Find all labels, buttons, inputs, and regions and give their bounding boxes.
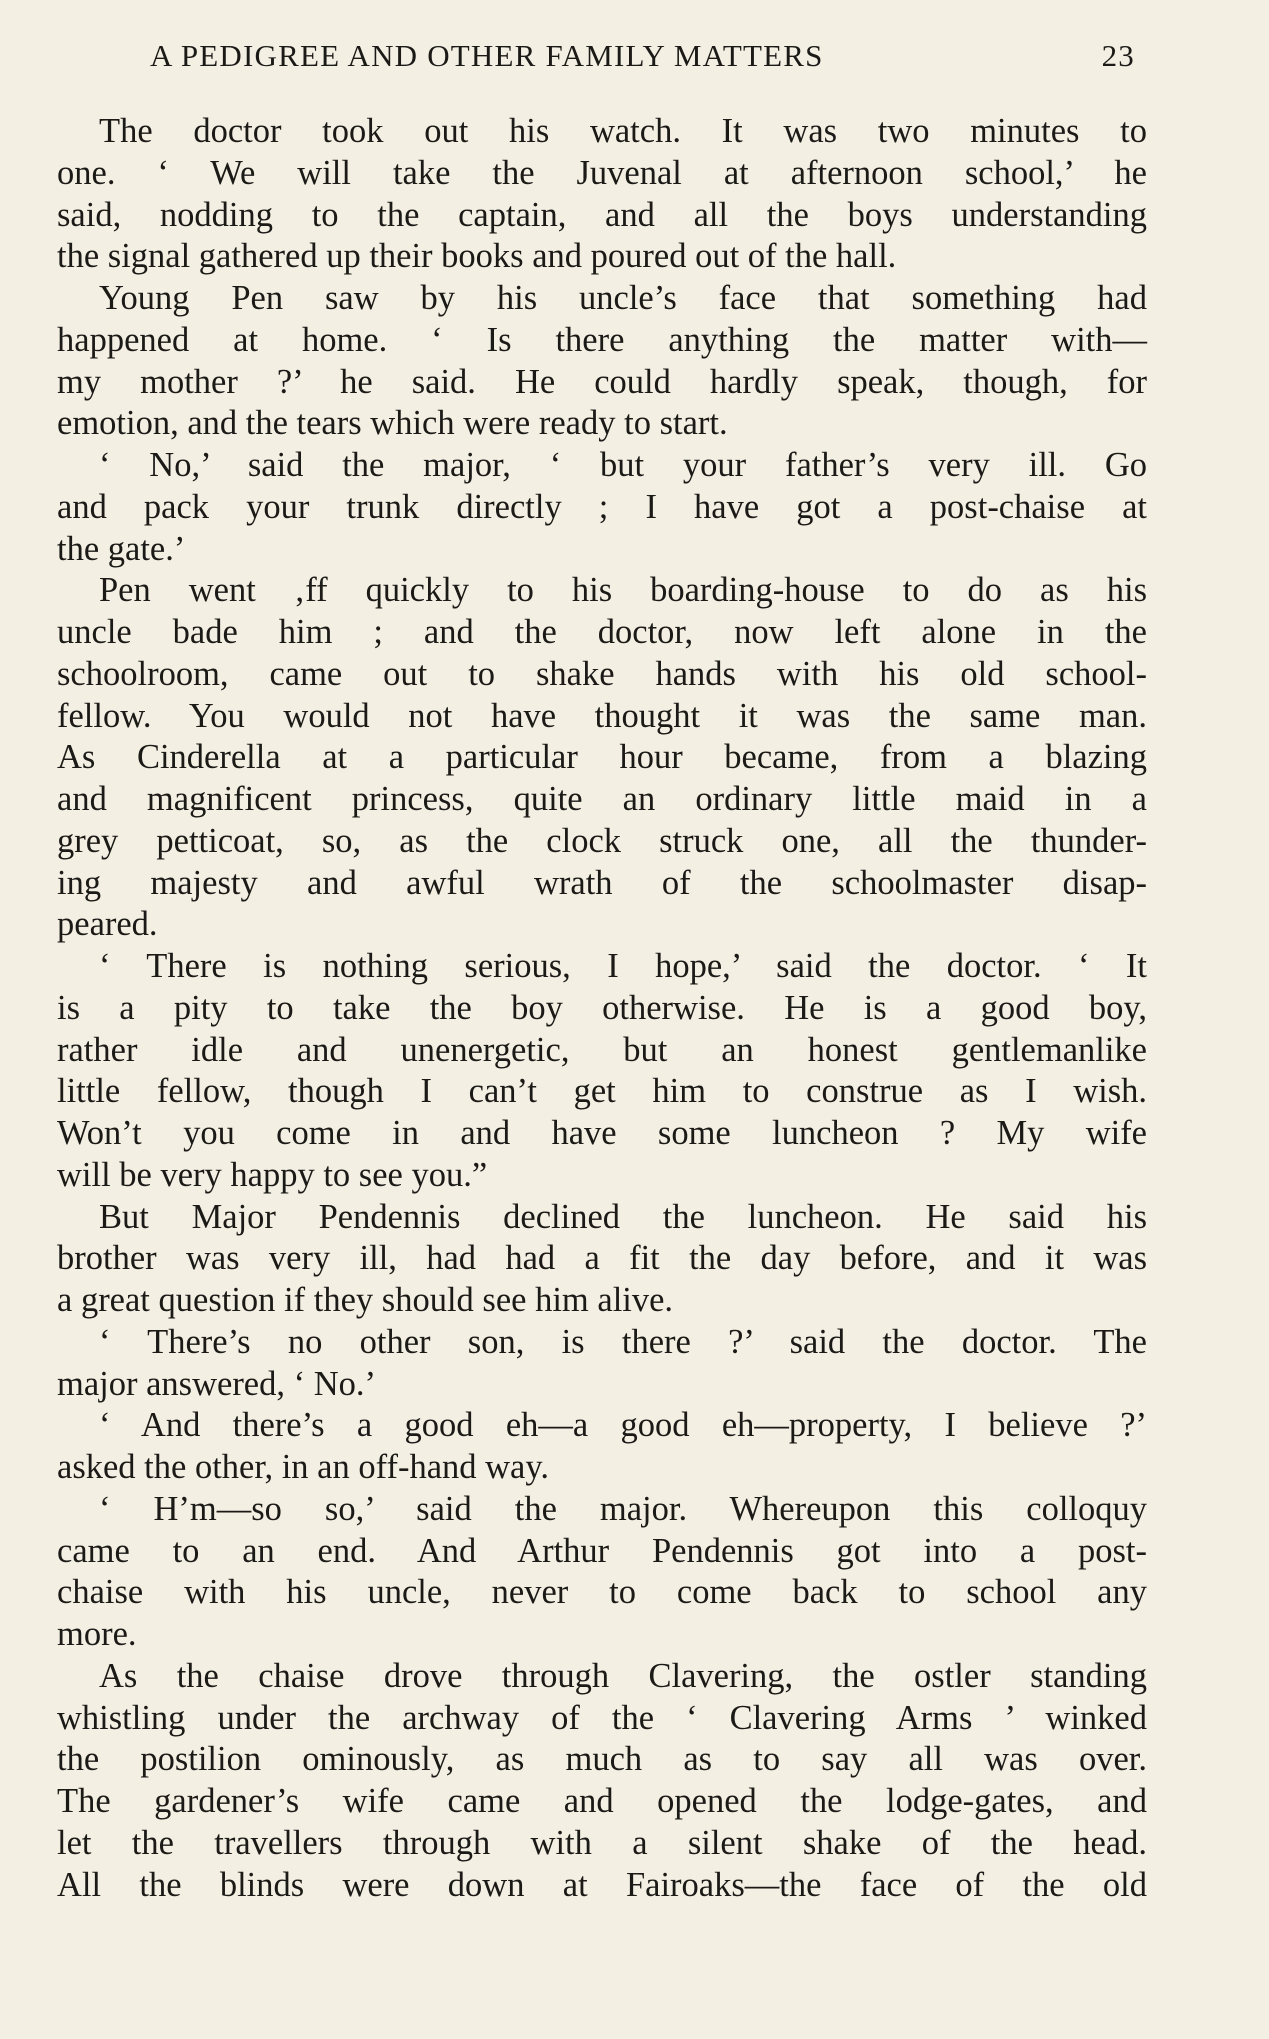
text-line: chaise with his uncle, never to come back to school any — [57, 1573, 1147, 1612]
text-line: said, nodding to the captain, and all the boys understanding — [57, 195, 1147, 234]
text-line: ‘ And there’s a good eh—a good eh—property, I believe ?’ — [99, 1406, 1147, 1445]
text-line: major answered, ‘ No.’ — [57, 1364, 377, 1403]
text-line: uncle bade him ; and the doctor, now left alone in the — [57, 613, 1147, 651]
text-line: rather idle and unenergetic, but an honest gentlemanlike — [57, 1030, 1147, 1069]
text-line: emotion, and the tears which were ready to start. — [57, 404, 728, 443]
text-line: grey petticoat, so, as the clock struck one, all the thunder- — [57, 821, 1147, 860]
text-line: a great question if they should see him alive. — [57, 1281, 674, 1319]
text-line: Pen went ‚ff quickly to his boarding-house to do as his — [99, 571, 1147, 610]
text-line: and magnificent princess, quite an ordinary little maid in a — [57, 780, 1147, 818]
text-line: The gardener’s wife came and opened the lodge-gates, and — [57, 1782, 1147, 1820]
text-line: happened at home. ‘ Is there anything the matter with— — [57, 320, 1147, 359]
text-line: is a pity to take the boy otherwise. He is a good boy, — [57, 988, 1147, 1027]
text-line: asked the other, in an off-hand way. — [57, 1448, 549, 1486]
text-line: Young Pen saw by his uncle’s face that something had — [99, 279, 1147, 317]
text-line: the signal gathered up their books and poured out of the hall. — [57, 237, 897, 276]
text-line: fellow. You would not have thought it was the same man. — [57, 696, 1147, 735]
text-line: will be very happy to see you.” — [57, 1155, 488, 1194]
text-line: the gate.’ — [57, 529, 186, 568]
text-line: ‘ H’m—so so,’ said the major. Whereupon this colloquy — [99, 1489, 1147, 1528]
text-line: ‘ There’s no other son, is there ?’ said the doctor. The — [99, 1322, 1147, 1361]
running-head — [150, 38, 1135, 82]
text-line: As the chaise drove through Clavering, the ostler standing — [99, 1656, 1147, 1695]
text-line: and pack your trunk directly ; I have got a post-chaise at — [57, 487, 1147, 526]
text-line: ‘ There is nothing serious, I hope,’ said the doctor. ‘ It — [99, 947, 1147, 985]
text-line: All the blinds were down at Fairoaks—the face of the old — [57, 1865, 1147, 1904]
text-line: ‘ No,’ said the major, ‘ but your father’s very ill. Go — [99, 446, 1147, 484]
running-head-title: A PEDIGREE AND OTHER FAMILY MATTERS — [150, 38, 824, 73]
text-line: the postilion ominously, as much as to say all was over. — [57, 1740, 1147, 1779]
text-line: ing majesty and awful wrath of the schoolmaster disap- — [57, 863, 1147, 902]
text-line: The doctor took out his watch. It was two minutes to — [99, 112, 1147, 150]
text-line: peared. — [57, 905, 158, 944]
text-line: brother was very ill, had had a fit the day before, and it was — [57, 1239, 1147, 1278]
text-line: came to an end. And Arthur Pendennis got into a post- — [57, 1531, 1147, 1570]
text-line: schoolroom, came out to shake hands with his old school- — [57, 654, 1147, 693]
text-line: my mother ?’ he said. He could hardly speak, though, for — [57, 362, 1147, 401]
text-line: more. — [57, 1615, 137, 1653]
text-line: little fellow, though I can’t get him to construe as I wish. — [57, 1072, 1147, 1111]
text-line: As Cinderella at a particular hour became, from a blazing — [57, 738, 1147, 777]
text-line: Won’t you come in and have some luncheon ? My wife — [57, 1114, 1147, 1152]
text-line: But Major Pendennis declined the luncheon. He said his — [99, 1197, 1147, 1236]
page-number: 23 — [1101, 38, 1135, 73]
text-line: one. ‘ We will take the Juvenal at afternoon school,’ he — [57, 153, 1147, 192]
text-line: let the travellers through with a silent shake of the head. — [57, 1823, 1147, 1862]
text-line: whistling under the archway of the ‘ Clavering Arms ’ winked — [57, 1698, 1147, 1737]
